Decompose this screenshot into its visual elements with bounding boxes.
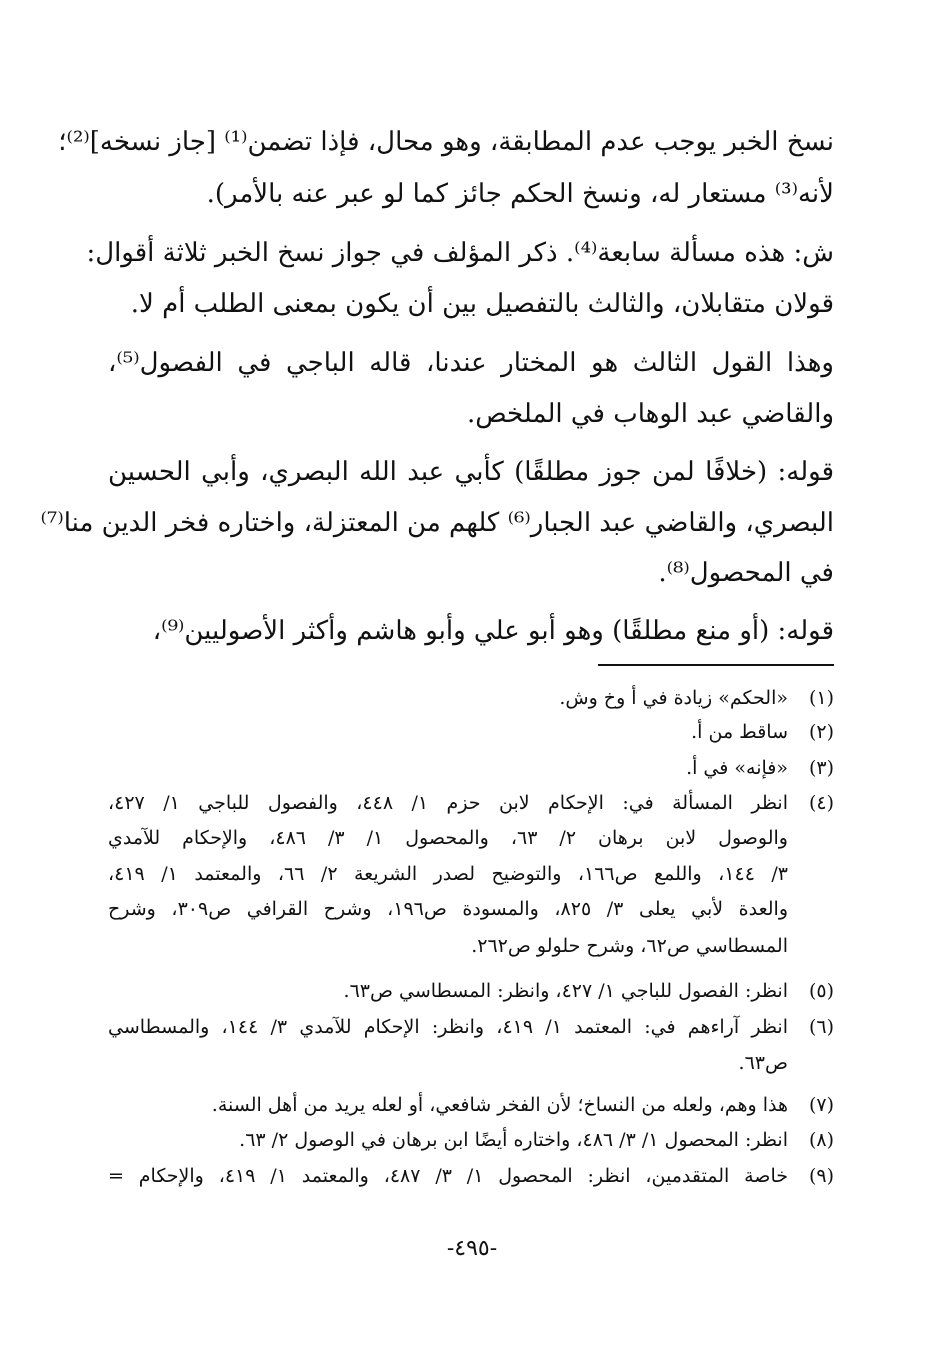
footnote-divider (598, 664, 834, 666)
footnote-number: (٥) (808, 980, 834, 1002)
footnote-text: خاصة المتقدمين، انظر: المحصول ١/ ٣/ ٤٨٧، والمعتمد ١/ ٤١٩، والإحكام = (108, 1165, 788, 1187)
main-text-line: قوله: (خلافًا لمن جوز مطلقًا) كأبي عبد الله البصري، وأبي الحسين (108, 457, 834, 487)
main-text-line: وهذا القول الثالث هو المختار عندنا، قاله الباجي في الفصول⁽⁵⁾، (108, 348, 834, 378)
footnote-text: انظر المسألة في: الإحكام لابن حزم ١/ ٤٤٨، والفصول للباجي ١/ ٤٢٧، (108, 792, 788, 814)
main-text-line: والقاضي عبد الوهاب في الملخص. (466, 399, 834, 429)
page-number: -٤٩٥- (446, 1236, 498, 1261)
footnote-number: (١) (808, 687, 834, 709)
footnote-text: انظر: الفصول للباجي ١/ ٤٢٧، وانظر: المسطاسي ص٦٣. (343, 980, 788, 1002)
footnote-number: (٩) (808, 1165, 834, 1187)
main-text-line: قولان متقابلان، والثالث بالتفصيل بين أن يكون بمعنى الطلب أم لا. (130, 289, 834, 319)
footnote-number: (٢) (808, 721, 834, 743)
footnote-number: (٤) (808, 792, 834, 814)
footnote-text: هذا وهم، ولعله من النساخ؛ لأن الفخر شافعي، أو لعله يريد من أهل السنة. (211, 1094, 788, 1116)
footnote-text: ٣/ ١٤٤، واللمع ص١٦٦، والتوضيح لصدر الشريعة ٢/ ٦٦، والمعتمد ١/ ٤١٩، (108, 863, 789, 885)
main-text-line: لأنه⁽³⁾ مستعار له، ونسخ الحكم جائز كما لو عبر عنه بالأمر). (206, 179, 834, 209)
footnote-text: «فإنه» في أ. (686, 757, 788, 779)
footnote-text: المسطاسي ص٦٢، وشرح حلولو ص٢٦٢. (471, 935, 788, 957)
footnote-number: (٦) (808, 1016, 834, 1038)
footnote-text: ص٦٣. (738, 1052, 788, 1074)
footnote-text: والوصول لابن برهان ٢/ ٦٣، والمحصول ١/ ٣/ ٤٨٦، والإحكام للآمدي (108, 827, 788, 849)
main-text-line: البصري، والقاضي عبد الجبار⁽⁶⁾ كلهم من المعتزلة، واختاره فخر الدين منا⁽⁷⁾ (40, 508, 834, 538)
footnote-number: (٨) (808, 1129, 834, 1151)
footnote-text: «الحكم» زيادة في أ وخ وش. (559, 687, 788, 709)
main-text-line: قوله: (أو منع مطلقًا) وهو أبو علي وأبو هاشم وأكثر الأصوليين⁽⁹⁾، (152, 616, 834, 646)
main-text-line: في المحصول⁽⁸⁾. (658, 558, 834, 588)
footnote-text: والعدة لأبي يعلى ٣/ ٨٢٥، والمسودة ص١٩٦، وشرح القرافي ص٣٠٩، وشرح (108, 898, 788, 920)
main-text-line: ش: هذه مسألة سابعة⁽⁴⁾. ذكر المؤلف في جواز نسخ الخبر ثلاثة أقوال: (86, 238, 834, 268)
footnote-text: انظر: المحصول ١/ ٣/ ٤٨٦، واختاره أيضًا ابن برهان في الوصول ٢/ ٦٣. (239, 1129, 788, 1151)
footnote-text: انظر آراءهم في: المعتمد ١/ ٤١٩، وانظر: الإحكام للآمدي ٣/ ١٤٤، والمسطاسي (108, 1016, 788, 1038)
footnote-text: ساقط من أ. (691, 721, 788, 743)
footnote-number: (٣) (808, 757, 834, 779)
main-text-line: نسخ الخبر يوجب عدم المطابقة، وهو محال، فإذا تضمن⁽¹⁾ [جاز نسخه]⁽²⁾؛ (58, 127, 834, 157)
footnote-number: (٧) (808, 1094, 834, 1116)
